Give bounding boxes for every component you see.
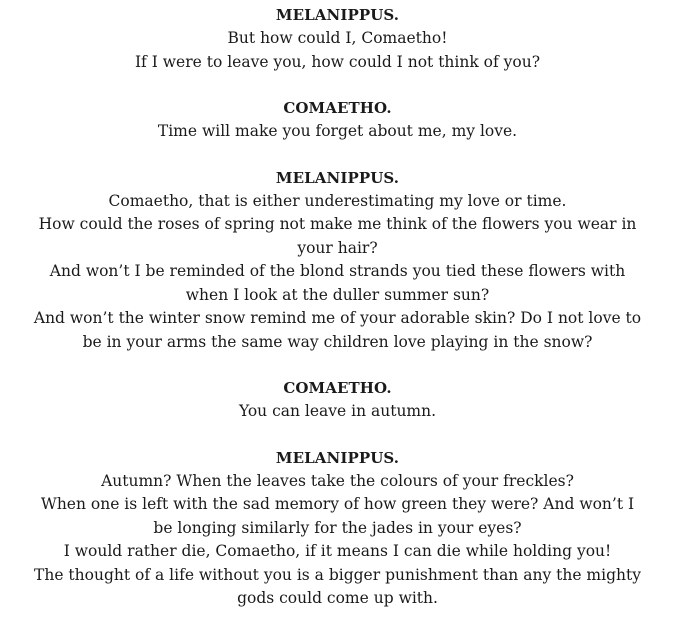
dialogue-block [30, 4, 645, 74]
speech-line: Autumn? When the leaves take the colours of your freckles? [101, 471, 574, 490]
speech-line: And won’t I be reminded of the blond strands you tied these flowers with when I look at the duller summer sun? [49, 262, 626, 304]
speech-line: And won’t the winter snow remind me of your adorable skin? Do I not love to be in your arms the same way children love playing in the snow? [33, 309, 642, 351]
speech-line: But how could I, Comaetho! [227, 29, 448, 47]
speech-line: The thought of a life without you is a bigger punishment than any the mighty gods could come up with. [34, 565, 641, 607]
dialogue-block [30, 97, 645, 144]
dialogue-block [30, 167, 645, 355]
speech-line: You can leave in autumn. [238, 402, 437, 420]
speaker-name: MELANIPPUS. [275, 448, 400, 467]
speech-lines [30, 470, 645, 611]
speech-line: If I were to leave you, how could I not think of you? [134, 52, 541, 71]
speech-line: How could the roses of spring not make me think of the flowers you wear in your hair? [38, 215, 637, 257]
speech-lines [30, 400, 645, 424]
speaker-name: COMAETHO. [283, 99, 392, 117]
speech-line: I would rather die, Comaetho, if it means I can die while holding you! [63, 542, 612, 560]
speaker-name: COMAETHO. [283, 379, 392, 397]
speech-line: Time will make you forget about me, my love. [157, 122, 518, 140]
dialogue-block [30, 447, 645, 611]
dialogue-block [30, 377, 645, 424]
speech-line: When one is left with the sad memory of how green they were? And won’t I be longing similarly for the jades in your eyes? [40, 495, 635, 537]
speaker-name: MELANIPPUS. [275, 6, 400, 24]
speech-lines [30, 120, 645, 144]
speech-lines [30, 27, 645, 74]
speaker-name: MELANIPPUS. [275, 168, 400, 187]
speech-lines [30, 190, 645, 355]
speech-line: Comaetho, that is either underestimating my love or time. [108, 191, 567, 210]
